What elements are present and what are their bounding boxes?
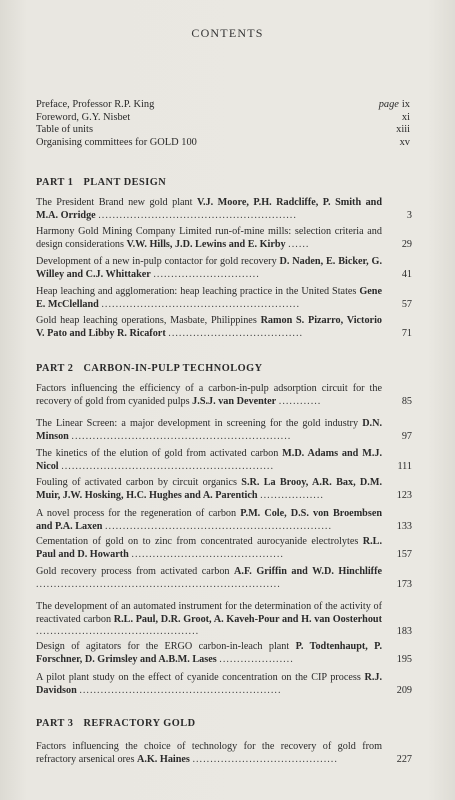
entry-authors: Ramon S. Pizarro, Victorio V. Pato and Libby R. Ricafort: [36, 315, 382, 339]
toc-entry: [36, 418, 412, 443]
leader-dots: ............................................................: [61, 460, 274, 472]
leader-dots: ........................................................: [101, 298, 300, 310]
toc-entry: [36, 256, 412, 281]
entry-title: A pilot plant study on the effect of cyanide concentration on the CIP process: [36, 672, 361, 683]
leader-dots: .........................................................: [79, 684, 282, 696]
leader-dots: ......................................: [168, 327, 304, 339]
part-number: PART 1: [36, 177, 74, 188]
page-prefix: page: [378, 99, 399, 110]
front-matter-item: [36, 99, 410, 112]
leader-dots: ........................................................: [98, 209, 297, 221]
front-matter-item: [36, 124, 410, 137]
entry-authors: P. Todtenhaupt, P. Forschner, D. Grimsley and A.B.M. Lases: [36, 641, 383, 665]
part-heading: [36, 718, 410, 729]
entry-page: 173: [396, 578, 412, 590]
toc-entry: [36, 536, 412, 561]
entry-authors: M.D. Adams and M.J. Nicol: [36, 448, 383, 472]
entry-authors: R.L. Paul and D. Howarth: [36, 536, 383, 560]
entry-title: Heap leaching and agglomeration: heap leaching practice in the United States: [36, 286, 357, 297]
leader-dots: .........................................: [192, 753, 338, 765]
front-matter-label: Organising committees for GOLD 100: [36, 136, 197, 148]
entry-title: Cementation of gold on to zinc from concentrated aurocyanide electrolytes: [36, 536, 359, 547]
entry-authors: A.K. Haines: [136, 753, 190, 765]
toc-entry: [36, 672, 412, 697]
toc-entry: [36, 508, 412, 533]
entry-authors: R.J. Davidson: [36, 672, 383, 696]
entry-page: 97: [401, 430, 412, 442]
entry-page: 123: [396, 489, 412, 501]
entry-title: The development of an automated instrument for the determination of the activity of reactivated carbon: [36, 601, 382, 625]
entry-title: A novel process for the regeneration of carbon: [36, 508, 237, 519]
toc-entry: [36, 566, 412, 591]
entry-authors: P.M. Cole, D.S. von Broembsen and P.A. Laxen: [36, 508, 383, 532]
entry-authors: J.S.J. van Deventer: [192, 395, 277, 407]
page-number: xi: [401, 111, 410, 123]
front-matter-item: [36, 112, 410, 125]
leader-dots: ..............................................................: [71, 430, 292, 442]
entry-page: 41: [401, 268, 412, 280]
leader-dots: ............: [278, 395, 322, 407]
toc-entry: [36, 315, 412, 340]
entry-title: The President Brand new gold plant: [36, 197, 193, 208]
toc-entry: [36, 641, 412, 666]
front-matter-label: Foreword, G.Y. Nisbet: [36, 111, 131, 123]
entry-page: 71: [401, 327, 412, 339]
part-heading: [36, 177, 410, 188]
entry-authors: D.N. Minson: [36, 418, 383, 442]
leader-dots: ......: [288, 238, 310, 250]
entry-page: 111: [397, 460, 412, 472]
entry-page: 209: [396, 684, 412, 696]
toc-entry: [36, 286, 412, 311]
part-number: PART 3: [36, 718, 74, 729]
front-matter-item: [36, 137, 410, 150]
page-number: ix: [401, 99, 410, 110]
entry-page: 183: [396, 626, 412, 638]
toc-entry: [36, 226, 412, 251]
entry-page: 227: [396, 753, 412, 765]
entry-authors: R.L. Paul, D.R. Groot, A. Kaveh-Pour and H. van Oosterhout: [113, 613, 382, 625]
leader-dots: ..............................: [153, 268, 260, 280]
toc-entry: [36, 383, 412, 408]
entry-page: 57: [401, 298, 412, 310]
entry-page: 133: [396, 520, 412, 532]
entry-title: Gold heap leaching operations, Masbate, Philippines: [36, 315, 257, 326]
leader-dots: .....................................................................: [36, 578, 281, 590]
part-heading: [36, 363, 410, 374]
part-name: CARBON-IN-PULP TECHNOLOGY: [83, 363, 263, 374]
toc-entry: [36, 197, 412, 222]
front-matter-label: Preface, Professor R.P. King: [36, 99, 155, 110]
entry-title: Factors influencing the efficiency of a carbon-in-pulp adsorption circuit for the recovery of gold from cyanided pulps: [36, 383, 382, 407]
toc-entry: [36, 601, 412, 639]
toc-entry: [36, 448, 412, 473]
entry-page: 195: [396, 653, 412, 665]
leader-dots: ..................: [260, 489, 324, 501]
entry-page: 157: [396, 548, 412, 560]
entry-title: Development of a new in-pulp contactor for gold recovery: [36, 256, 277, 267]
entry-title: Factors influencing the choice of technology for the recovery of gold from refractory arsenical ores: [36, 741, 382, 765]
leader-dots: ................................................................: [104, 520, 332, 532]
entry-authors: A.F. Griffin and W.D. Hinchliffe: [234, 566, 382, 577]
page-title: CONTENTS: [191, 26, 264, 40]
page-number: xiii: [396, 124, 410, 136]
entry-title: The Linear Screen: a major development in screening for the gold industry: [36, 418, 359, 429]
toc-entry: [36, 477, 412, 502]
front-matter: [36, 99, 410, 149]
leader-dots: ...........................................: [131, 548, 284, 560]
leader-dots: ..............................................: [36, 626, 200, 638]
entry-page: 3: [406, 209, 412, 221]
page-number: xv: [399, 136, 410, 148]
front-matter-label: Table of units: [36, 124, 93, 136]
entry-page: 85: [401, 395, 412, 407]
part-name: PLANT DESIGN: [83, 177, 167, 188]
entry-title: Design of agitators for the ERGO carbon-in-leach plant: [36, 641, 290, 652]
part-number: PART 2: [36, 363, 74, 374]
entry-title: Gold recovery process from activated carbon: [36, 566, 230, 577]
entry-title: Fouling of activated carbon by circuit organics: [36, 477, 237, 488]
entry-title: Harmony Gold Mining Company Limited run-of-mine mills: selection criteria and design considerations: [36, 226, 382, 250]
toc-entry: [36, 741, 412, 766]
leader-dots: .....................: [219, 653, 294, 665]
entry-title: The kinetics of the elution of gold from activated carbon: [36, 448, 279, 459]
entry-authors: Gene E. McClelland: [36, 286, 382, 310]
entry-authors: V.J. Moore, P.H. Radcliffe, P. Smith and M.A. Orridge: [36, 197, 383, 221]
part-name: REFRACTORY GOLD: [83, 718, 196, 729]
entry-authors: S.R. La Brooy, A.R. Bax, D.M. Muir, J.W. Hosking, H.C. Hughes and A. Parentich: [36, 477, 382, 501]
entry-authors: D. Naden, E. Bicker, G. Willey and C.J. Whittaker: [36, 256, 382, 280]
entry-page: 29: [401, 238, 412, 250]
entry-authors: V.W. Hills, J.D. Lewins and E. Kirby: [126, 238, 286, 250]
